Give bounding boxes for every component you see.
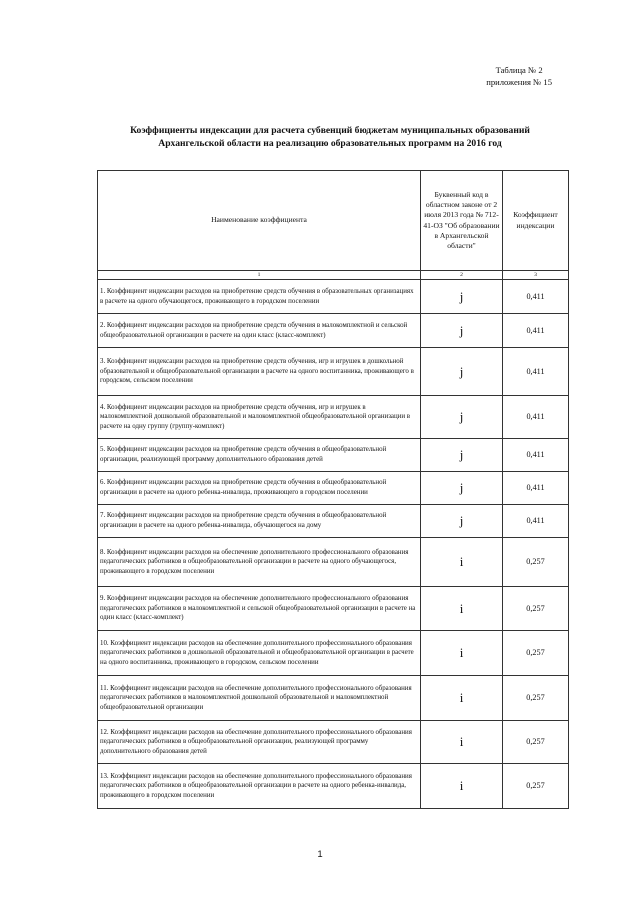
column-header-name: Наименование коэффициента [98, 171, 421, 271]
table-row [98, 280, 569, 314]
document-title [92, 124, 568, 150]
coefficient-name-cell: 8. Коэффициент индексации расходов на обеспечение дополнительного профессионального образования педагогических работников в общеобразовательной организации в расчете на одного обучающегося, проживающего в городском поселении [98, 538, 421, 587]
letter-code-cell: j [421, 280, 503, 314]
letter-code-cell: j [421, 348, 503, 396]
coefficient-name-cell: 2. Коэффициент индексации расходов на приобретение средств обучения в малокомплектной и сельской общеобразовательной организации в расчете на один класс (класс-комплект) [98, 314, 421, 348]
coefficient-value-cell: 0,257 [503, 764, 569, 809]
table-row [98, 676, 569, 721]
title-line-1: Коэффициенты индексации для расчета субвенций бюджетам муниципальных образований [130, 125, 530, 136]
table-reference [486, 64, 552, 88]
title-line-2: Архангельской области на реализацию образовательных программ на 2016 год [158, 138, 502, 149]
coefficient-value-cell: 0,411 [503, 280, 569, 314]
coefficients-table [97, 170, 569, 809]
appendix-label: приложения № 15 [486, 77, 552, 87]
coefficient-value-cell: 0,411 [503, 396, 569, 439]
column-number-row [98, 271, 569, 280]
letter-code-cell: j [421, 396, 503, 439]
coefficient-name-cell: 5. Коэффициент индексации расходов на приобретение средств обучения в общеобразовательной организации, реализующей программу дополнительного образования детей [98, 439, 421, 472]
table-row [98, 587, 569, 631]
coefficient-name-cell: 10. Коэффициент индексации расходов на обеспечение дополнительного профессионального образования педагогических работников в дошкольной образовательной и общеобразовательной организации в расчете на одного воспитанника, проживающего в городском, сельском поселении [98, 631, 421, 676]
coefficient-name-cell: 1. Коэффициент индексации расходов на приобретение средств обучения в образовательных организациях в расчете на одного обучающегося, проживающего в городском поселении [98, 280, 421, 314]
table-body [98, 171, 569, 809]
coefficient-value-cell: 0,257 [503, 721, 569, 764]
coefficient-name-cell: 13. Коэффициент индексации расходов на обеспечение дополнительного профессионального образования педагогических работников в общеобразовательной организации в расчете на одного ребенка-инвалида, проживающего в городском поселении [98, 764, 421, 809]
coefficient-value-cell: 0,257 [503, 676, 569, 721]
column-header-value: Коэффициент индексации [503, 171, 569, 271]
letter-code-cell: j [421, 439, 503, 472]
coefficient-value-cell: 0,257 [503, 631, 569, 676]
table-label: Таблица № 2 [495, 65, 543, 75]
table-header-row [98, 171, 569, 271]
table-row [98, 505, 569, 538]
table-row [98, 314, 569, 348]
coefficient-value-cell: 0,411 [503, 505, 569, 538]
table-row [98, 348, 569, 396]
table-row [98, 538, 569, 587]
table-row [98, 721, 569, 764]
letter-code-cell: j [421, 472, 503, 505]
letter-code-cell: i [421, 587, 503, 631]
coefficient-value-cell: 0,411 [503, 439, 569, 472]
letter-code-cell: j [421, 505, 503, 538]
coefficient-name-cell: 6. Коэффициент индексации расходов на приобретение средств обучения в общеобразовательной организации в расчете на одного ребенка-инвалида, проживающего в городском поселении [98, 472, 421, 505]
letter-code-cell: i [421, 764, 503, 809]
column-number: 3 [503, 271, 569, 280]
coefficient-name-cell: 4. Коэффициент индексации расходов на приобретение средств обучения, игр и игрушек в малокомплектной дошкольной образовательной и малокомплектной общеобразовательной организации в расчете на одну группу (группу-комплект) [98, 396, 421, 439]
coefficient-value-cell: 0,257 [503, 587, 569, 631]
coefficient-name-cell: 12. Коэффициент индексации расходов на обеспечение дополнительного профессионального образования педагогических работников в общеобразовательной организации, реализующей программу дополнительного образования детей [98, 721, 421, 764]
coefficient-value-cell: 0,411 [503, 348, 569, 396]
coefficient-value-cell: 0,257 [503, 538, 569, 587]
column-number: 2 [421, 271, 503, 280]
letter-code-cell: j [421, 314, 503, 348]
table-row [98, 396, 569, 439]
letter-code-cell: i [421, 721, 503, 764]
coefficient-name-cell: 3. Коэффициент индексации расходов на приобретение средств обучения, игр и игрушек в дошкольной образовательной и общеобразовательной организации в расчете на одного воспитанника, проживающего в городском, сельском поселении [98, 348, 421, 396]
letter-code-cell: i [421, 676, 503, 721]
page-number: 1 [317, 849, 323, 860]
coefficient-name-cell: 7. Коэффициент индексации расходов на приобретение средств обучения в общеобразовательной организации в расчете на одного ребенка-инвалида, обучающегося на дому [98, 505, 421, 538]
column-number: 1 [98, 271, 421, 280]
letter-code-cell: i [421, 538, 503, 587]
coefficient-value-cell: 0,411 [503, 472, 569, 505]
coefficient-name-cell: 11. Коэффициент индексации расходов на обеспечение дополнительного профессионального образования педагогических работников в малокомплектной дошкольной образовательной и малокомплектной общеобразовательной организации [98, 676, 421, 721]
coefficient-name-cell: 9. Коэффициент индексации расходов на обеспечение дополнительного профессионального образования педагогических работников в малокомплектной и сельской общеобразовательной организации в расчете на один класс (класс-комплект) [98, 587, 421, 631]
table-row [98, 764, 569, 809]
table-row [98, 631, 569, 676]
column-header-code: Буквенный код в областном законе от 2 июля 2013 года № 712-41-ОЗ "Об образовании в Архангельской области" [421, 171, 503, 271]
table-row [98, 472, 569, 505]
coefficient-value-cell: 0,411 [503, 314, 569, 348]
letter-code-cell: i [421, 631, 503, 676]
table-row [98, 439, 569, 472]
